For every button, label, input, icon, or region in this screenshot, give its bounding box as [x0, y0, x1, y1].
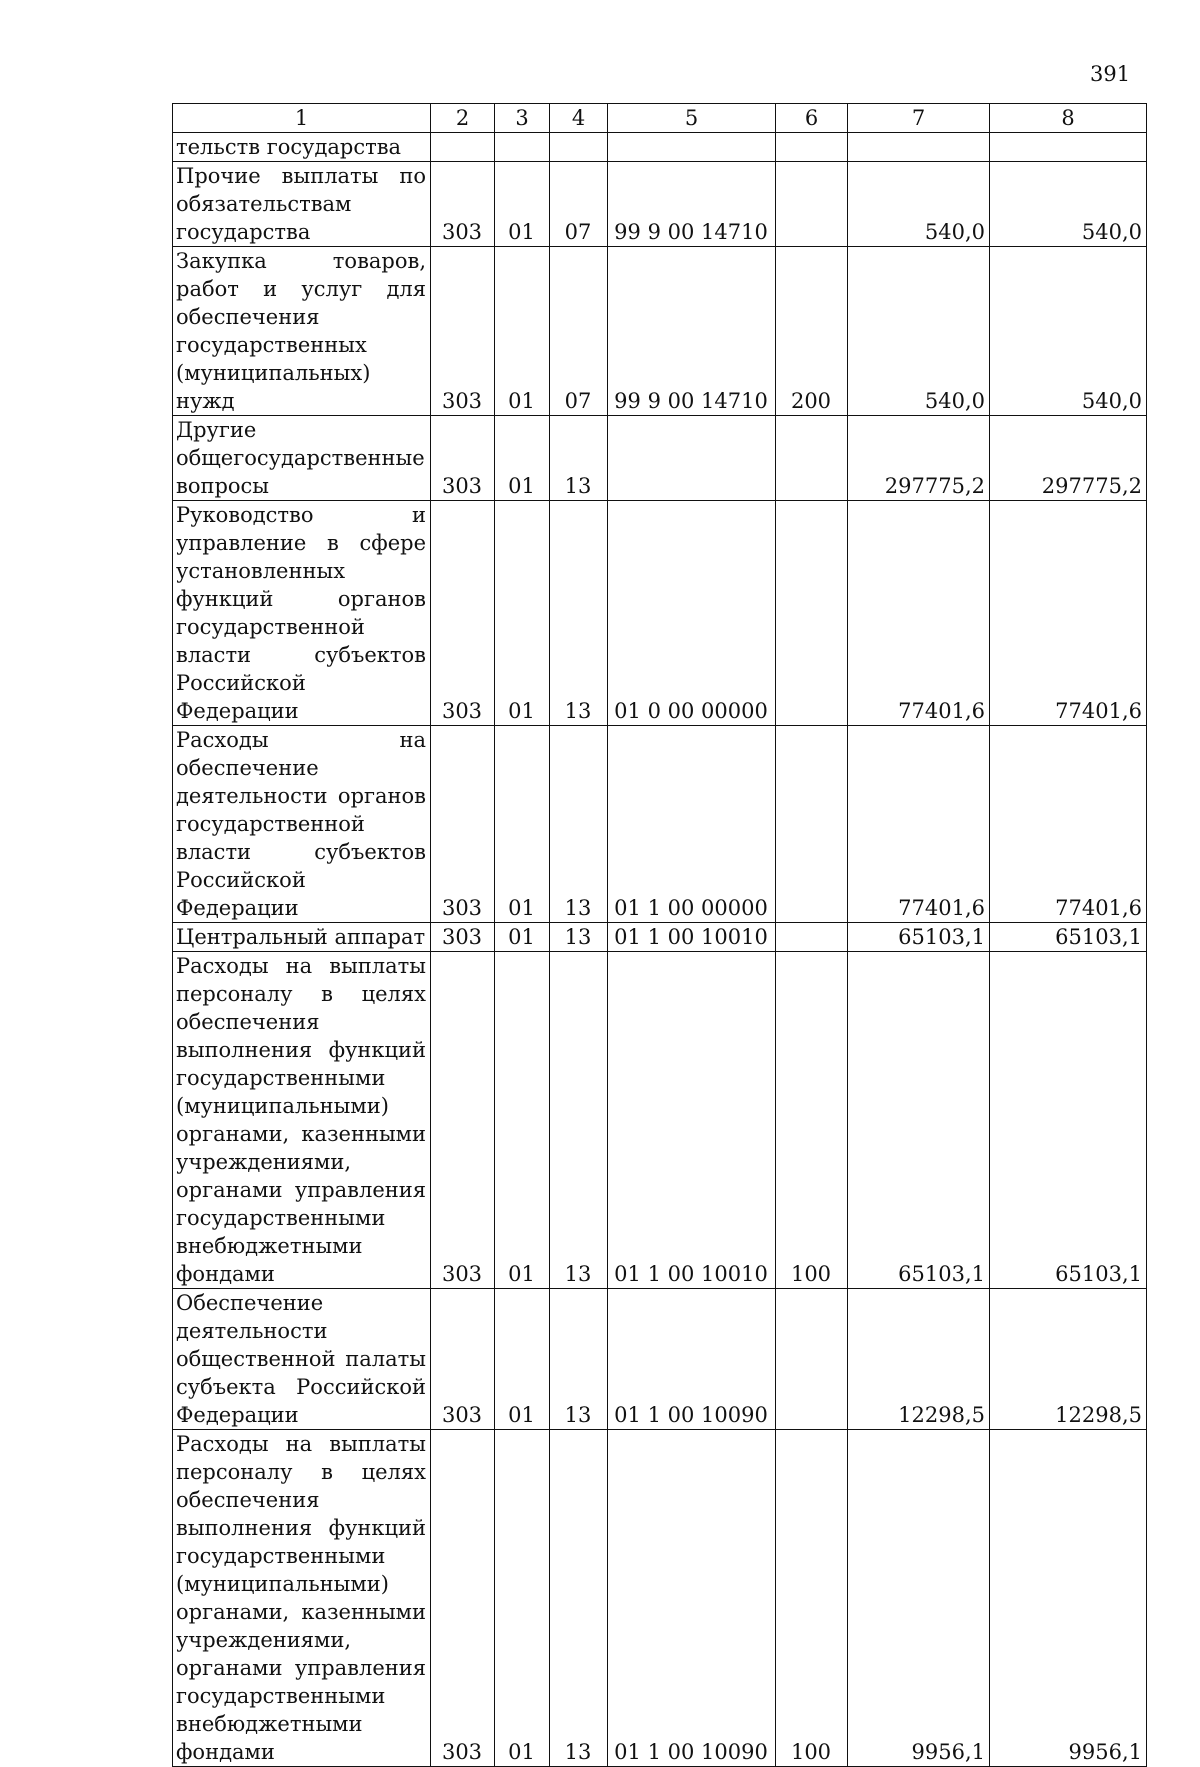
table-row — [173, 162, 1147, 247]
cell-col-8: 297775,2 — [990, 416, 1147, 501]
column-header: 3 — [495, 104, 550, 133]
cell-col-5: 01 1 00 10010 — [608, 952, 776, 1289]
cell-col-5: 01 1 00 00000 — [608, 726, 776, 923]
cell-col-4: 13 — [550, 952, 608, 1289]
cell-col-2: 303 — [431, 501, 495, 726]
cell-col-4: 07 — [550, 162, 608, 247]
row-name-cell: Другие общегосударственные вопросы — [173, 416, 431, 501]
cell-col-8: 540,0 — [990, 162, 1147, 247]
cell-col-4: 07 — [550, 247, 608, 416]
cell-col-5: 99 9 00 14710 — [608, 162, 776, 247]
cell-col-3: 01 — [495, 162, 550, 247]
cell-col-6 — [776, 133, 848, 162]
cell-col-3: 01 — [495, 923, 550, 952]
cell-col-7: 65103,1 — [848, 952, 990, 1289]
table-row — [173, 726, 1147, 923]
row-name-cell: Обеспечение деятельности общественной палаты субъекта Российской Федерации — [173, 1289, 431, 1430]
row-name-cell: Руководство и управление в сфере установленных функций органов государственной власти субъектов Российской Федерации — [173, 501, 431, 726]
table-row — [173, 416, 1147, 501]
cell-col-5: 01 1 00 10090 — [608, 1289, 776, 1430]
row-name-cell: Расходы на выплаты персоналу в целях обеспечения выполнения функций государственными (муниципальными) органами, казенными учреждениями, органами управления государственными внебюджетными фондами — [173, 1430, 431, 1767]
column-header: 6 — [776, 104, 848, 133]
table-body — [173, 133, 1147, 1767]
column-header: 2 — [431, 104, 495, 133]
cell-col-3: 01 — [495, 416, 550, 501]
cell-col-8: 77401,6 — [990, 501, 1147, 726]
cell-col-3 — [495, 133, 550, 162]
cell-col-6: 100 — [776, 952, 848, 1289]
table-row — [173, 952, 1147, 1289]
cell-col-2: 303 — [431, 1289, 495, 1430]
row-name-cell: тельств государства — [173, 133, 431, 162]
cell-col-5 — [608, 416, 776, 501]
cell-col-2: 303 — [431, 1430, 495, 1767]
column-header: 4 — [550, 104, 608, 133]
cell-col-2: 303 — [431, 162, 495, 247]
budget-table — [172, 103, 1147, 1767]
cell-col-7: 65103,1 — [848, 923, 990, 952]
cell-col-7: 540,0 — [848, 247, 990, 416]
cell-col-6: 200 — [776, 247, 848, 416]
cell-col-7: 9956,1 — [848, 1430, 990, 1767]
cell-col-3: 01 — [495, 1289, 550, 1430]
cell-col-2 — [431, 133, 495, 162]
table-row — [173, 501, 1147, 726]
cell-col-6 — [776, 1289, 848, 1430]
cell-col-8: 12298,5 — [990, 1289, 1147, 1430]
cell-col-2: 303 — [431, 247, 495, 416]
cell-col-5: 01 1 00 10090 — [608, 1430, 776, 1767]
table-row — [173, 133, 1147, 162]
cell-col-6 — [776, 923, 848, 952]
table-row — [173, 1430, 1147, 1767]
cell-col-2: 303 — [431, 416, 495, 501]
row-name-cell: Расходы на выплаты персоналу в целях обеспечения выполнения функций государственными (муниципальными) органами, казенными учреждениями, органами управления государственными внебюджетными фондами — [173, 952, 431, 1289]
cell-col-5: 01 0 00 00000 — [608, 501, 776, 726]
cell-col-8: 77401,6 — [990, 726, 1147, 923]
cell-col-7: 12298,5 — [848, 1289, 990, 1430]
table-row — [173, 923, 1147, 952]
table-row — [173, 1289, 1147, 1430]
cell-col-6 — [776, 162, 848, 247]
cell-col-4: 13 — [550, 501, 608, 726]
cell-col-4: 13 — [550, 726, 608, 923]
cell-col-8 — [990, 133, 1147, 162]
column-header: 7 — [848, 104, 990, 133]
cell-col-7 — [848, 133, 990, 162]
cell-col-4 — [550, 133, 608, 162]
table-row — [173, 247, 1147, 416]
cell-col-8: 65103,1 — [990, 952, 1147, 1289]
cell-col-4: 13 — [550, 1289, 608, 1430]
cell-col-6 — [776, 726, 848, 923]
cell-col-5: 01 1 00 10010 — [608, 923, 776, 952]
cell-col-3: 01 — [495, 726, 550, 923]
cell-col-5: 99 9 00 14710 — [608, 247, 776, 416]
cell-col-4: 13 — [550, 923, 608, 952]
cell-col-5 — [608, 133, 776, 162]
cell-col-2: 303 — [431, 923, 495, 952]
row-name-cell: Закупка товаров, работ и услуг для обеспечения государственных (муниципальных) нужд — [173, 247, 431, 416]
cell-col-4: 13 — [550, 1430, 608, 1767]
column-header: 8 — [990, 104, 1147, 133]
cell-col-6: 100 — [776, 1430, 848, 1767]
cell-col-3: 01 — [495, 952, 550, 1289]
row-name-cell: Центральный аппарат — [173, 923, 431, 952]
header-row — [173, 104, 1147, 133]
column-header: 1 — [173, 104, 431, 133]
cell-col-3: 01 — [495, 501, 550, 726]
cell-col-3: 01 — [495, 1430, 550, 1767]
cell-col-7: 77401,6 — [848, 501, 990, 726]
cell-col-3: 01 — [495, 247, 550, 416]
cell-col-8: 540,0 — [990, 247, 1147, 416]
cell-col-6 — [776, 416, 848, 501]
page-number: 391 — [1090, 62, 1131, 86]
cell-col-2: 303 — [431, 952, 495, 1289]
column-header: 5 — [608, 104, 776, 133]
cell-col-7: 297775,2 — [848, 416, 990, 501]
cell-col-8: 65103,1 — [990, 923, 1147, 952]
cell-col-6 — [776, 501, 848, 726]
row-name-cell: Прочие выплаты по обязательствам государства — [173, 162, 431, 247]
cell-col-4: 13 — [550, 416, 608, 501]
row-name-cell: Расходы на обеспечение деятельности органов государственной власти субъектов Российской Федерации — [173, 726, 431, 923]
cell-col-7: 77401,6 — [848, 726, 990, 923]
cell-col-7: 540,0 — [848, 162, 990, 247]
cell-col-2: 303 — [431, 726, 495, 923]
cell-col-8: 9956,1 — [990, 1430, 1147, 1767]
